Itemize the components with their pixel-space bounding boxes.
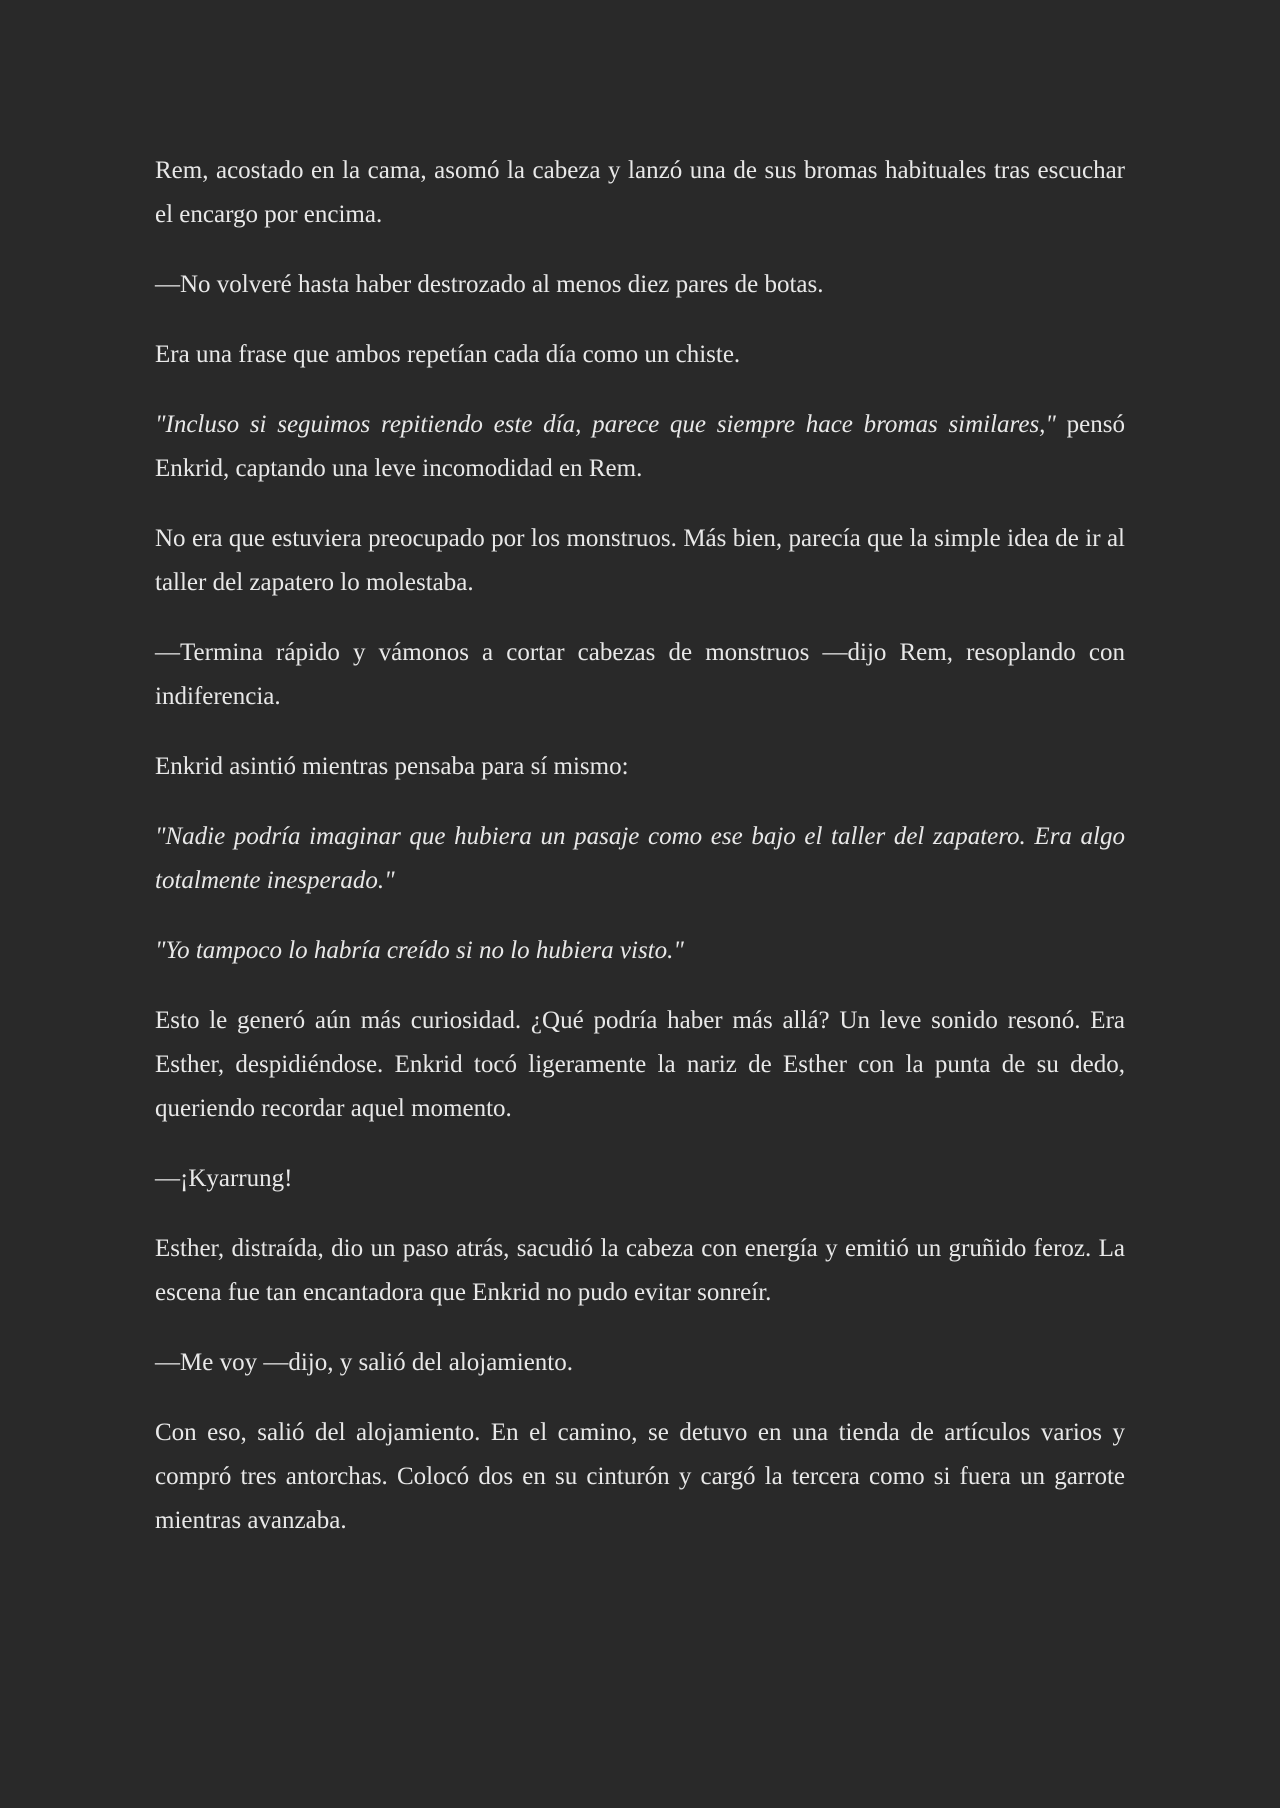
paragraph [155,745,1125,789]
dialogue-text: —Termina rápido y vámonos a cortar cabezas de monstruos —dijo Rem, resoplando con indiferencia. [155,639,1125,710]
paragraph-text: Esto le generó aún más curiosidad. ¿Qué podría haber más allá? Un leve sonido resonó. Era Esther, despidiéndose. Enkrid tocó ligeramente la nariz de Esther con la punta de su dedo, queriendo recordar aquel momento. [155,1007,1125,1122]
paragraph [155,333,1125,377]
dialogue-text: —No volveré hasta haber destrozado al menos diez pares de botas. [155,271,824,298]
chapter-text [155,0,1125,1543]
dialogue-text: —¡Kyarrung! [155,1165,293,1192]
dialogue-text: —Me voy —dijo, y salió del alojamiento. [155,1349,573,1376]
thought-text: "Incluso si seguimos repitiendo este día, parece que siempre hace bromas similares," [155,411,1056,438]
thought-text: "Yo tampoco lo habría creído si no lo hubiera visto." [155,937,684,964]
paragraph-text: Con eso, salió del alojamiento. En el camino, se detuvo en una tienda de artículos varios y compró tres antorchas. Colocó dos en su cinturón y cargó la tercera como si fuera un garrote mientras avanzaba. [155,1419,1125,1534]
paragraph [155,1227,1125,1315]
paragraph [155,1341,1125,1385]
paragraph [155,403,1125,491]
paragraph-text: Era una frase que ambos repetían cada día como un chiste. [155,341,741,368]
paragraph [155,263,1125,307]
paragraph [155,999,1125,1131]
paragraph [155,1411,1125,1543]
paragraph-text: Esther, distraída, dio un paso atrás, sacudió la cabeza con energía y emitió un gruñido feroz. La escena fue tan encantadora que Enkrid no pudo evitar sonreír. [155,1235,1125,1306]
paragraph [155,149,1125,237]
paragraph-text: pensó Enkrid, captando una leve incomodidad en Rem. [155,411,1125,482]
paragraph [155,815,1125,903]
paragraph [155,517,1125,605]
paragraph [155,929,1125,973]
paragraph-text: No era que estuviera preocupado por los monstruos. Más bien, parecía que la simple idea de ir al taller del zapatero lo molestaba. [155,525,1125,596]
paragraph-text: Rem, acostado en la cama, asomó la cabeza y lanzó una de sus bromas habituales tras escuchar el encargo por encima. [155,157,1125,228]
thought-text: "Nadie podría imaginar que hubiera un pasaje como ese bajo el taller del zapatero. Era algo totalmente inesperado." [155,823,1125,894]
paragraph [155,1157,1125,1201]
paragraph [155,631,1125,719]
paragraph-text: Enkrid asintió mientras pensaba para sí mismo: [155,753,629,780]
